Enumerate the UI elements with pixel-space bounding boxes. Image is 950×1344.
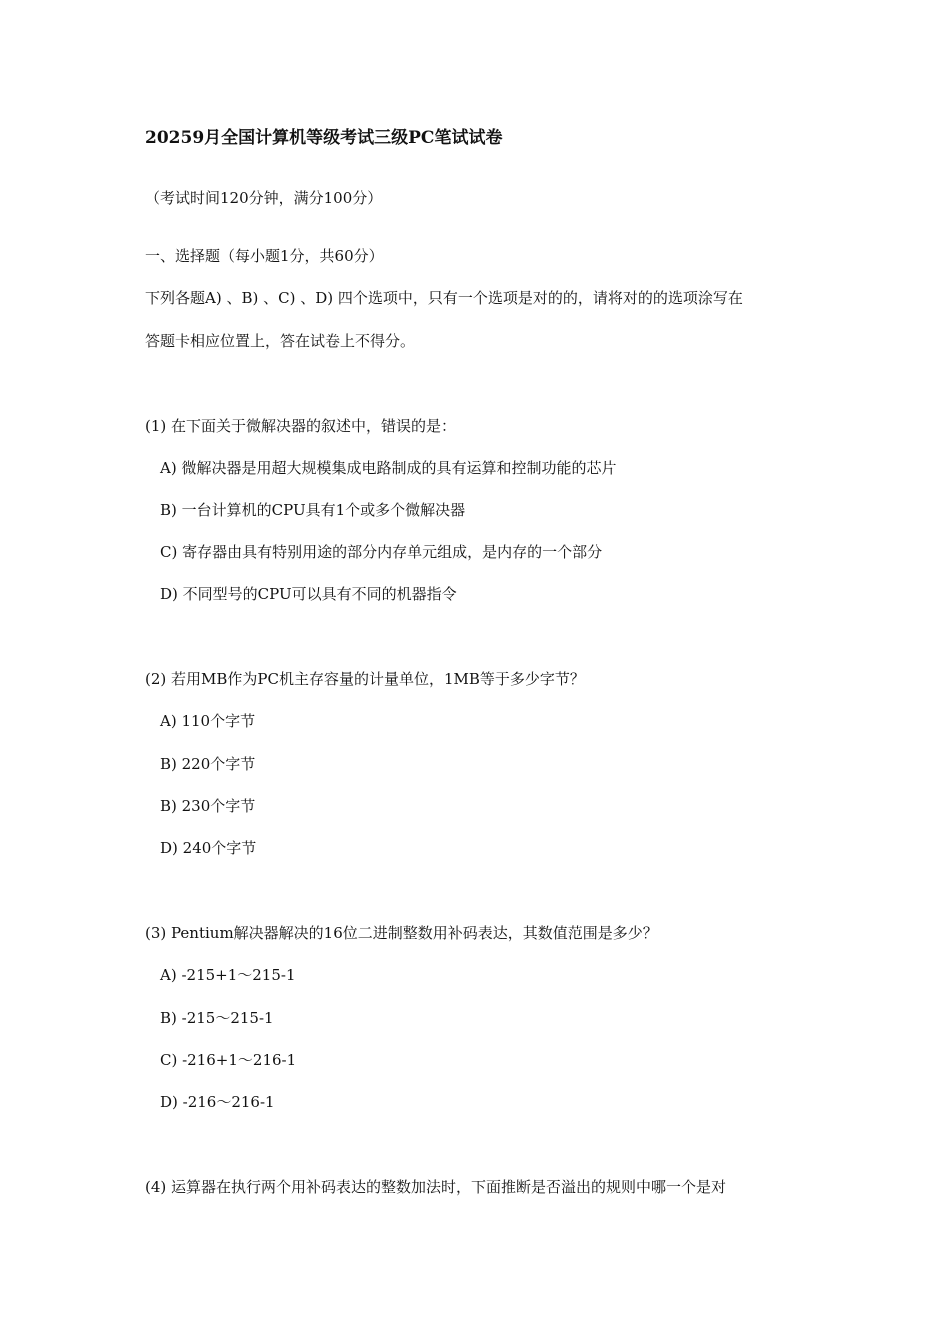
question-1-option-a: A) 微解决器是用超大规模集成电路制成的具有运算和控制功能的芯片: [160, 459, 617, 477]
question-1-option-c: C) 寄存器由具有特别用途的部分内存单元组成，是内存的一个部分: [160, 543, 603, 561]
question-3-option-c: C) -216+1～216-1: [160, 1051, 297, 1069]
question-2-option-d: D) 240个字节: [160, 839, 257, 857]
question-3-option-d: D) -216～216-1: [160, 1093, 275, 1111]
section-heading: 一、选择题（每小题1分，共60分）: [145, 247, 384, 265]
exam-info: （考试时间120分钟，满分100分）: [145, 189, 383, 207]
question-3-stem: (3) Pentium解决器解决的16位二进制整数用补码表达，其数值范围是多少？: [145, 924, 658, 942]
instruction-line-2: 答题卡相应位置上，答在试卷上不得分。: [145, 332, 416, 350]
question-2-stem: (2) 若用MB作为PC机主存容量的计量单位，1MB等于多少字节？: [145, 670, 585, 688]
question-3-option-a: A) -215+1～215-1: [160, 966, 296, 984]
question-1-stem: (1) 在下面关于微解决器的叙述中，错误的是：: [145, 417, 457, 435]
question-3-option-b: B) -215～215-1: [160, 1009, 274, 1027]
question-2-option-a: A) 110个字节: [160, 712, 256, 730]
question-1-option-d: D) 不同型号的CPU可以具有不同的机器指令: [160, 585, 457, 603]
instruction-line-1: 下列各题A) 、B) 、C) 、D) 四个选项中，只有一个选项是对的的，请将对的的选项涂写在: [145, 289, 743, 307]
question-4-stem: (4) 运算器在执行两个用补码表达的整数加法时，下面推断是否溢出的规则中哪一个是对: [145, 1178, 727, 1196]
question-2-option-b: B) 220个字节: [160, 755, 256, 773]
document-title: 20259月全国计算机等级考试三级PC笔试试卷: [145, 128, 503, 148]
question-2-option-c: B) 230个字节: [160, 797, 256, 815]
question-1-option-b: B) 一台计算机的CPU具有1个或多个微解决器: [160, 501, 466, 519]
